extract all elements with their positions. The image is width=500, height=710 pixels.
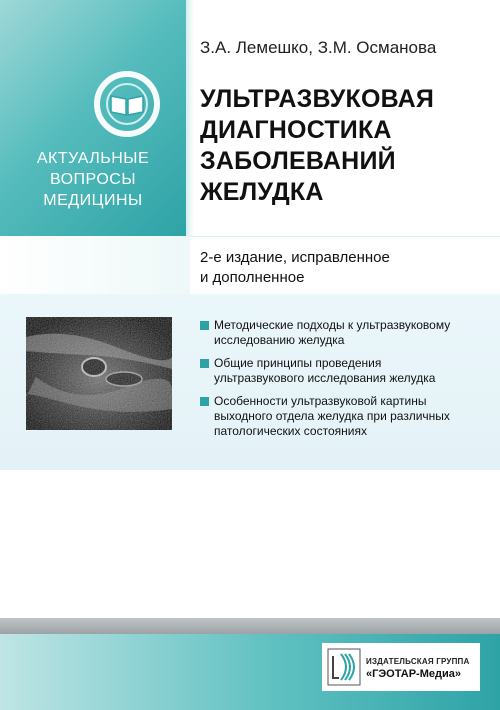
series-title: [0, 148, 186, 211]
list-item-line: Особенности ультразвуковой картины: [214, 394, 427, 408]
edition-line: и дополненное: [200, 269, 305, 286]
panel-stripe: [186, 0, 194, 236]
list-item: [200, 394, 490, 439]
ultrasound-image: [26, 317, 172, 430]
publisher-group-label: ИЗДАТЕЛЬСКАЯ ГРУППА: [366, 657, 470, 666]
list-item-line: выходного отдела желудка при различных: [214, 409, 450, 423]
series-title-line: ВОПРОСЫ: [49, 171, 137, 188]
feature-list: [200, 318, 490, 447]
title-line: ЗАБОЛЕВАНИЙ: [200, 147, 396, 175]
title-line: УЛЬТРАЗВУКОВАЯ: [200, 85, 435, 113]
list-item-line: Методические подходы к ультразвуковому: [214, 318, 451, 332]
series-panel: [0, 0, 186, 236]
series-title-line: АКТУАЛЬНЫЕ: [36, 150, 150, 167]
teal-square-bullet-icon: [200, 321, 209, 330]
gray-band: [0, 618, 500, 634]
list-item-line: Общие принципы проведения: [214, 356, 382, 370]
book-title: [200, 84, 434, 208]
publisher-logo: [322, 643, 480, 691]
list-item-line: исследованию желудка: [214, 333, 345, 347]
edition-note: [200, 248, 390, 288]
series-title-line: МЕДИЦИНЫ: [43, 192, 143, 209]
list-item: [200, 356, 490, 386]
teal-square-bullet-icon: [200, 397, 209, 406]
authors: З.А. Лемешко, З.М. Османова: [200, 38, 437, 57]
teal-square-bullet-icon: [200, 359, 209, 368]
edition-band-left: [0, 236, 190, 294]
list-item-line: ультразвукового исследования желудка: [214, 371, 436, 385]
title-line: ДИАГНОСТИКА: [200, 116, 392, 144]
edition-line: 2-е издание, исправленное: [200, 249, 390, 266]
lower-blank-area: [0, 470, 500, 618]
list-item-line: патологических состояниях: [214, 424, 367, 438]
geotar-logo-icon: [327, 648, 361, 686]
publisher-name: «ГЭОТАР-Медиа»: [366, 668, 461, 680]
title-line: ЖЕЛУДКА: [200, 178, 324, 206]
list-item: [200, 318, 490, 348]
open-book-icon: [93, 70, 161, 138]
